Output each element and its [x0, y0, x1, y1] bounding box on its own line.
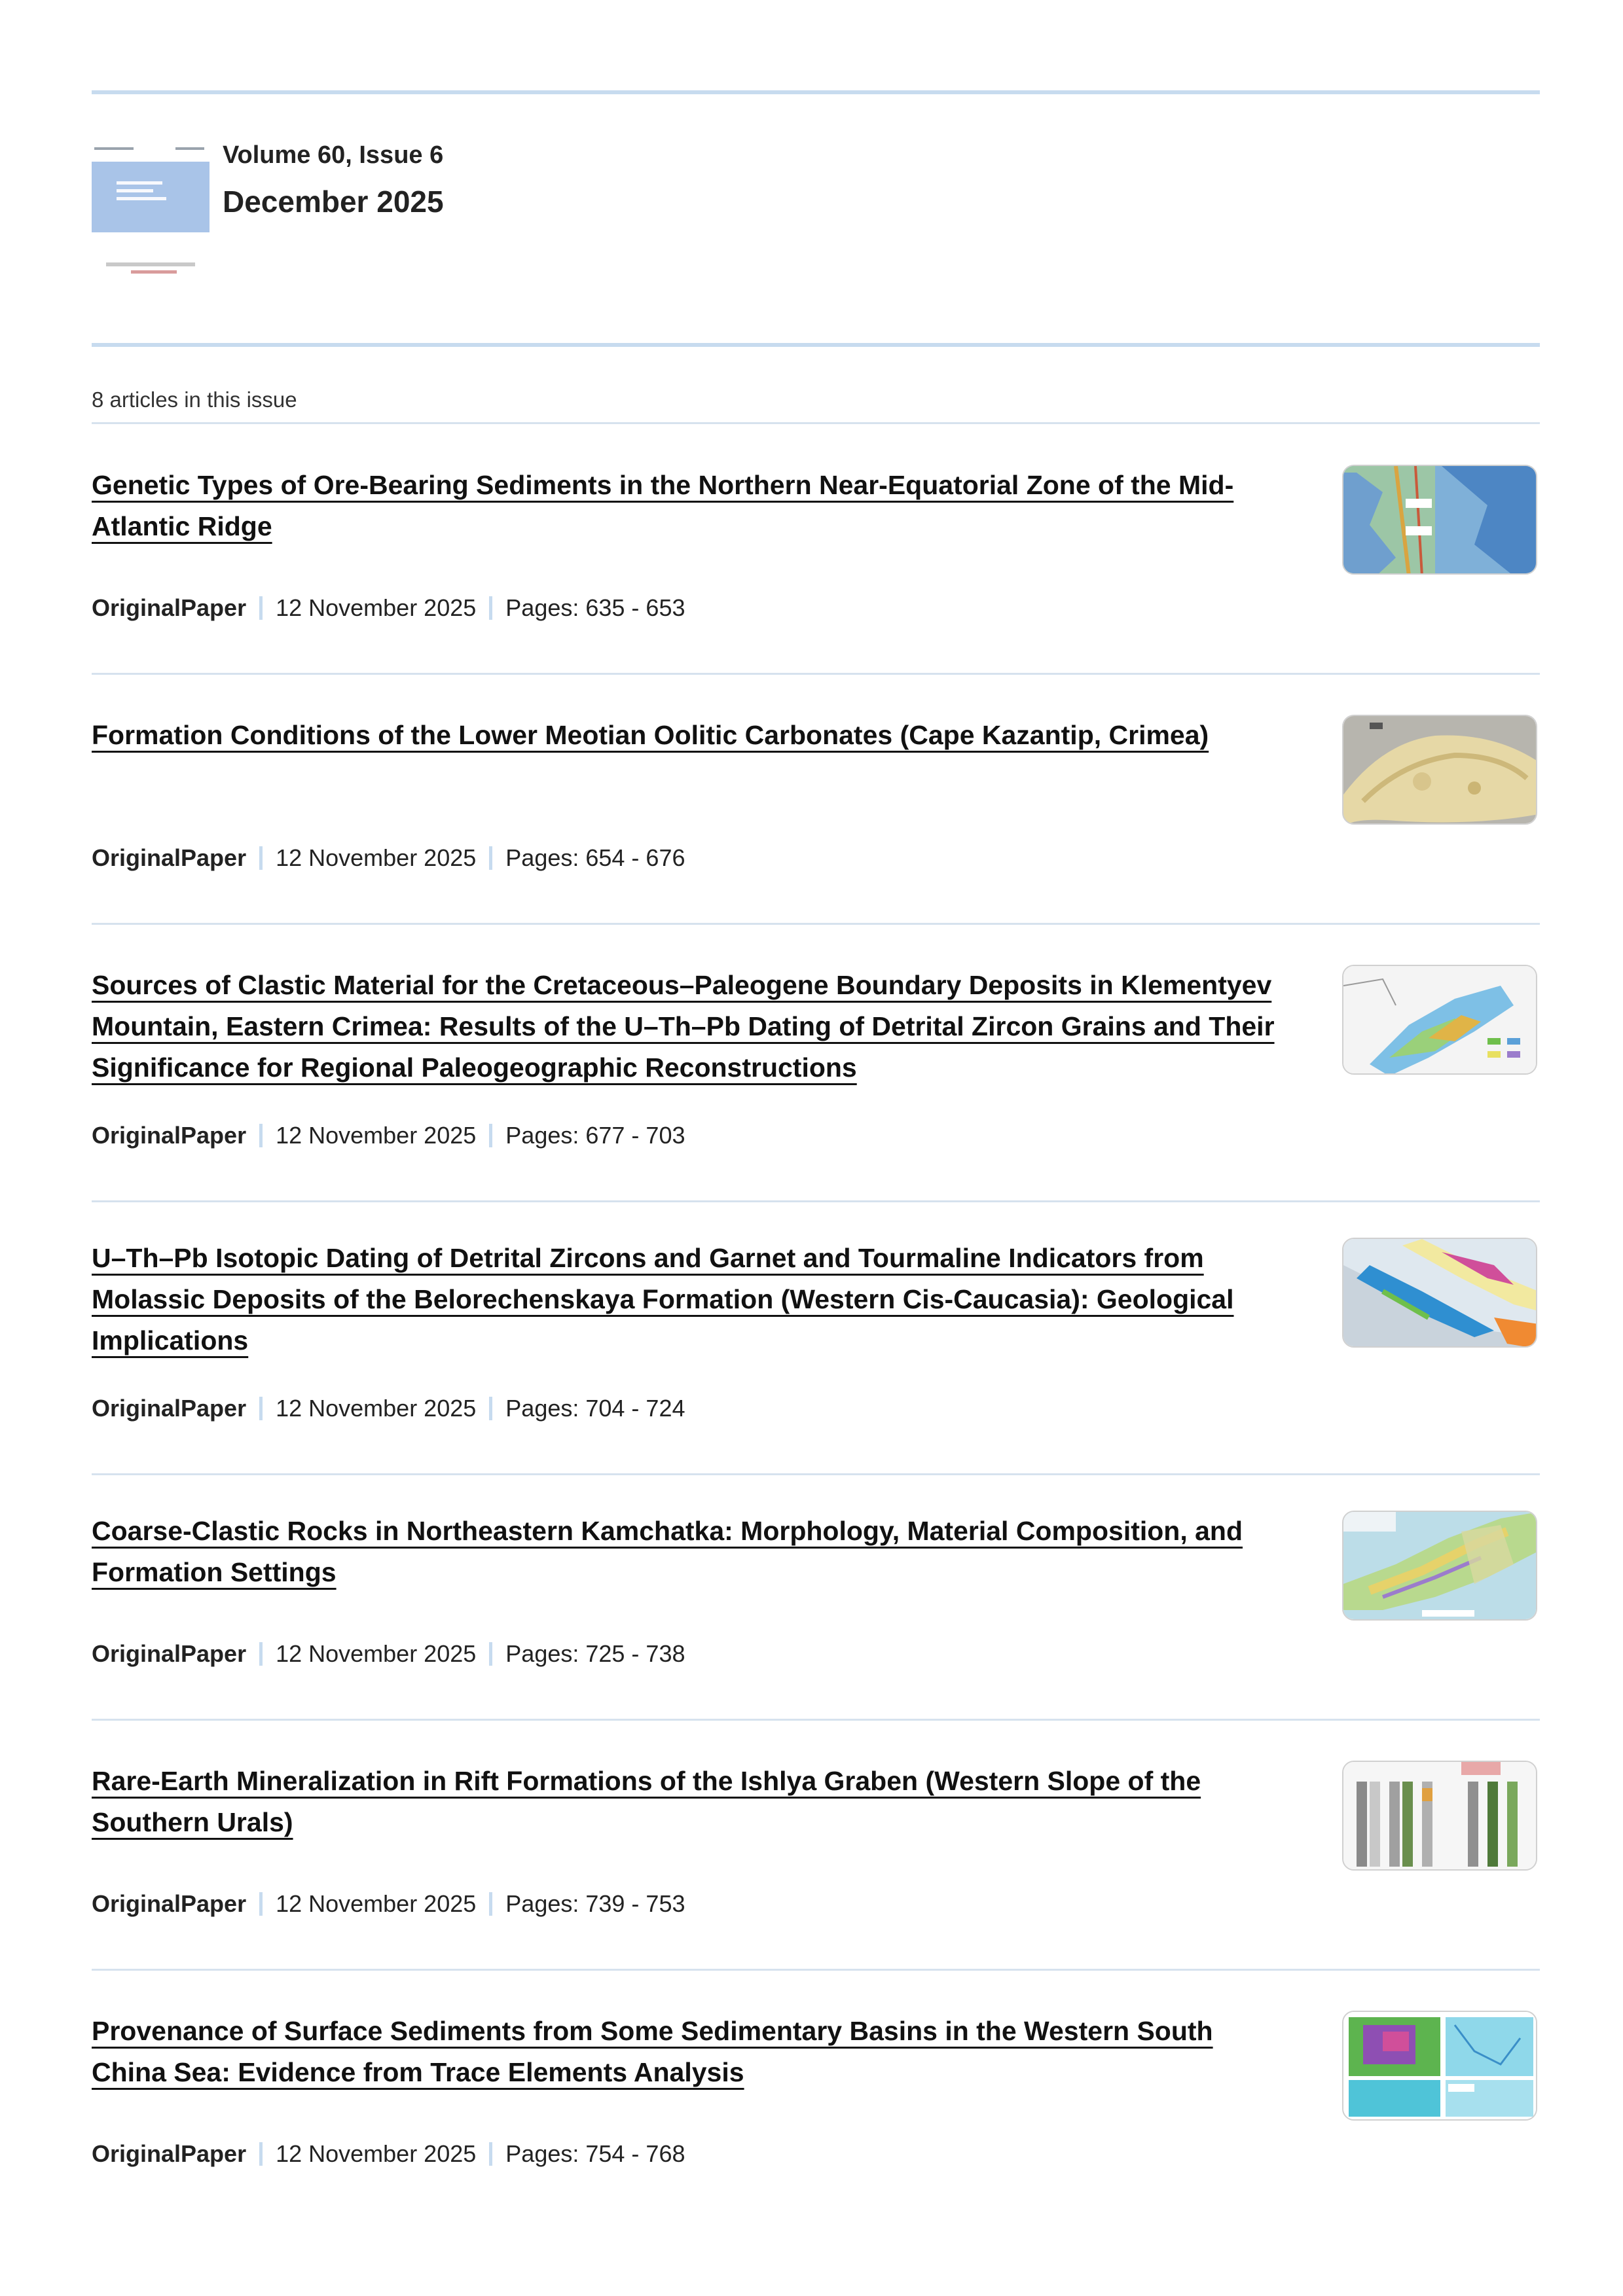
article-date: 12 November 2025	[276, 1395, 477, 1422]
header-divider	[92, 343, 1540, 347]
article-date: 12 November 2025	[276, 1890, 477, 1917]
article-divider	[92, 923, 1540, 925]
article-divider	[92, 1969, 1540, 1971]
article-thumbnail[interactable]	[1342, 465, 1537, 575]
article-pages: Pages: 739 - 753	[505, 1890, 685, 1917]
meta-separator	[259, 596, 263, 620]
article-meta	[92, 1890, 685, 1918]
cover-publisher-mark	[106, 262, 195, 266]
meta-separator	[259, 1397, 263, 1420]
article-type: OriginalPaper	[92, 1395, 247, 1422]
article-pages: Pages: 754 - 768	[505, 2140, 685, 2167]
article-thumbnail[interactable]	[1342, 1238, 1537, 1348]
meta-separator	[259, 846, 263, 870]
article-thumbnail[interactable]	[1342, 2011, 1537, 2121]
meta-separator	[489, 1397, 492, 1420]
article-pages: Pages: 635 - 653	[505, 594, 685, 621]
article-type: OriginalPaper	[92, 1890, 247, 1917]
article-divider	[92, 1719, 1540, 1721]
issue-volume: Volume 60, Issue 6	[223, 141, 444, 169]
article-meta	[92, 1640, 685, 1668]
article-meta	[92, 1122, 685, 1149]
meta-separator	[259, 2142, 263, 2166]
article-date: 12 November 2025	[276, 594, 477, 621]
cover-header-strip	[92, 141, 210, 160]
article-thumbnail[interactable]	[1342, 1511, 1537, 1621]
article-type: OriginalPaper	[92, 1640, 247, 1667]
article-title-link[interactable]: Rare-Earth Mineralization in Rift Formations of the Ishlya Graben (Western Slope of the Southern Urals)	[92, 1766, 1201, 1837]
issue-header	[92, 141, 1540, 291]
article-thumbnail[interactable]	[1342, 1761, 1537, 1871]
meta-separator	[489, 596, 492, 620]
meta-separator	[259, 1124, 263, 1147]
meta-separator	[259, 1642, 263, 1666]
article-type: OriginalPaper	[92, 844, 247, 871]
article-type: OriginalPaper	[92, 2140, 247, 2167]
article-pages: Pages: 704 - 724	[505, 1395, 685, 1422]
article-date: 12 November 2025	[276, 844, 477, 871]
article-divider	[92, 1473, 1540, 1475]
journal-cover-image[interactable]	[92, 141, 210, 281]
meta-separator	[489, 846, 492, 870]
article-date: 12 November 2025	[276, 2140, 477, 2167]
issue-page	[92, 0, 1540, 2296]
article-title-link[interactable]: Genetic Types of Ore-Bearing Sediments in the Northern Near-Equatorial Zone of the Mid-Atlantic Ridge	[92, 470, 1234, 541]
meta-separator	[259, 1892, 263, 1916]
article-title-link[interactable]: U–Th–Pb Isotopic Dating of Detrital Zircons and Garnet and Tourmaline Indicators from Molassic Deposits of the Belorechenskaya Formation (Western Cis-Caucasia): Geological Implications	[92, 1243, 1234, 1355]
article-meta	[92, 844, 685, 872]
article-meta	[92, 2140, 685, 2168]
article-title-link[interactable]: Coarse-Clastic Rocks in Northeastern Kamchatka: Morphology, Material Composition, and Formation Settings	[92, 1516, 1243, 1587]
article-meta	[92, 594, 685, 622]
article-pages: Pages: 654 - 676	[505, 844, 685, 871]
cover-title-block	[92, 162, 210, 232]
article-pages: Pages: 725 - 738	[505, 1640, 685, 1667]
article-type: OriginalPaper	[92, 594, 247, 621]
article-pages: Pages: 677 - 703	[505, 1122, 685, 1149]
meta-separator	[489, 2142, 492, 2166]
article-date: 12 November 2025	[276, 1640, 477, 1667]
article-thumbnail[interactable]	[1342, 715, 1537, 825]
issue-info	[223, 141, 444, 219]
top-divider	[92, 90, 1540, 94]
article-type: OriginalPaper	[92, 1122, 247, 1149]
article-title-link[interactable]: Sources of Clastic Material for the Cretaceous–Paleogene Boundary Deposits in Klementyev Mountain, Eastern Crimea: Results of the U–Th–Pb Dating of Detrital Zircon Grains and Their Significance for Regional Paleogeographic Reconstructions	[92, 970, 1275, 1083]
article-title-link[interactable]: Provenance of Surface Sediments from Some Sedimentary Basins in the Western South China Sea: Evidence from Trace Elements Analysis	[92, 2016, 1213, 2087]
meta-separator	[489, 1124, 492, 1147]
count-divider	[92, 422, 1540, 424]
article-meta	[92, 1395, 685, 1422]
meta-separator	[489, 1642, 492, 1666]
article-divider	[92, 673, 1540, 675]
article-thumbnail[interactable]	[1342, 965, 1537, 1075]
issue-date: December 2025	[223, 185, 444, 219]
meta-separator	[489, 1892, 492, 1916]
article-count: 8 articles in this issue	[92, 387, 297, 412]
article-date: 12 November 2025	[276, 1122, 477, 1149]
article-divider	[92, 1200, 1540, 1202]
article-title-link[interactable]: Formation Conditions of the Lower Meotian Oolitic Carbonates (Cape Kazantip, Crimea)	[92, 720, 1209, 750]
cover-publisher-logo	[131, 270, 177, 274]
